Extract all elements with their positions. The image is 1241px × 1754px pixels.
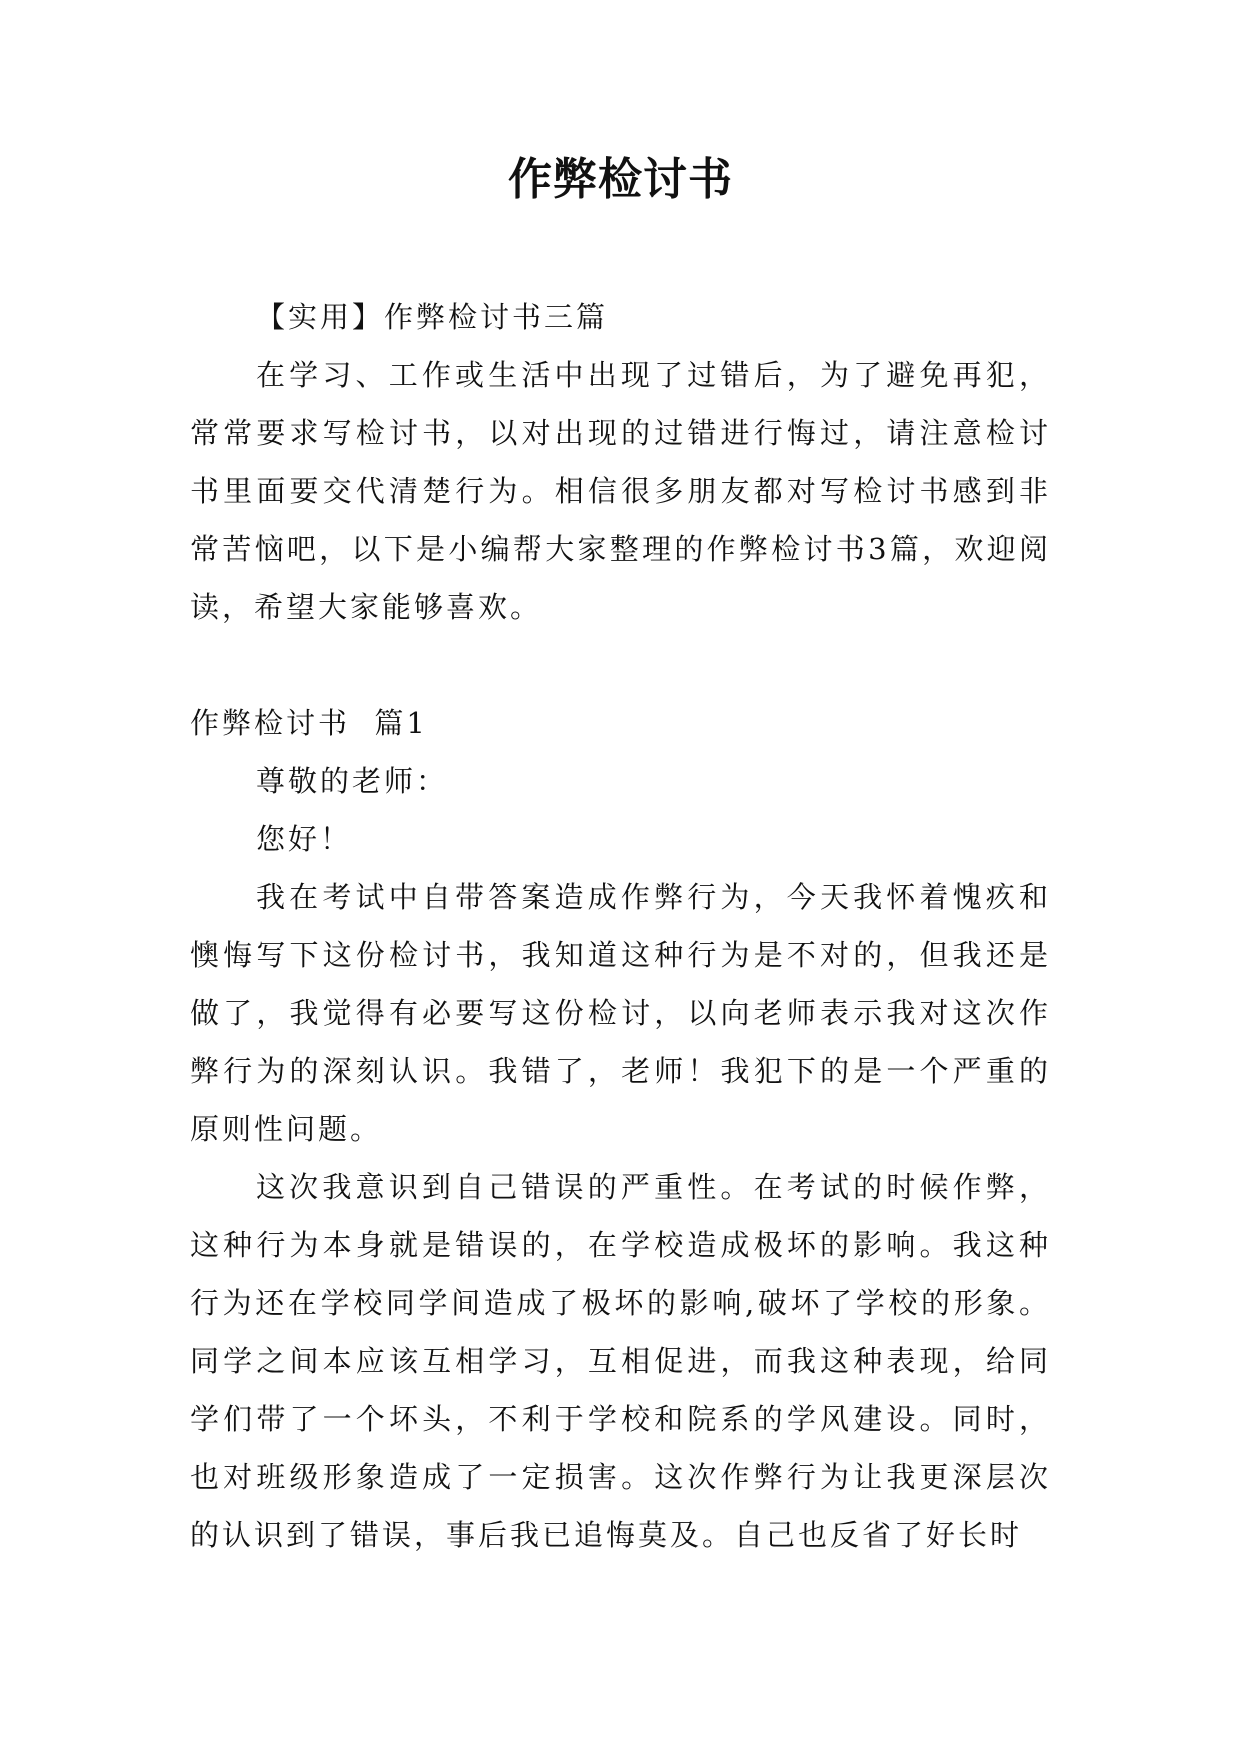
body-paragraph-1: 我在考试中自带答案造成作弊行为，今天我怀着愧疚和懊悔写下这份检讨书，我知道这种行为是不对的，但我还是做了，我觉得有必要写这份检讨，以向老师表示我对这次作弊行为的深刻认识。我错了，老师！我犯下的是一个严重的原则性问题。: [190, 880, 1051, 1146]
body-paragraph-2: 这次我意识到自己错误的严重性。在考试的时候作弊，这种行为本身就是错误的，在学校造成极坏的影响。我这种行为还在学校同学间造成了极坏的影响,破坏了学校的形象。同学之间本应该互相学习，互相促进，而我这种表现，给同学们带了一个坏头，不利于学校和院系的学风建设。同时，也对班级形象造成了一定损害。这次作弊行为让我更深层次的认识到了错误，事后我已追悔莫及。自己也反省了好长时: [190, 1170, 1051, 1552]
document-body: [190, 288, 1051, 1564]
greeting: 您好！: [256, 822, 353, 856]
salutation: 尊敬的老师：: [256, 764, 449, 798]
intro-paragraph: 在学习、工作或生活中出现了过错后，为了避免再犯，常常要求写检讨书，以对出现的过错进行悔过，请注意检讨书里面要交代清楚行为。相信很多朋友都对写检讨书感到非常苦恼吧，以下是小编帮大家整理的作弊检讨书3篇，欢迎阅读，希望大家能够喜欢。: [190, 358, 1051, 624]
paragraph-spacer: [190, 636, 1051, 694]
section-heading: 作弊检讨书 篇1: [190, 706, 428, 740]
document-subtitle: 【实用】作弊检讨书三篇: [256, 300, 609, 334]
document-title: 作弊检讨书: [508, 154, 733, 205]
